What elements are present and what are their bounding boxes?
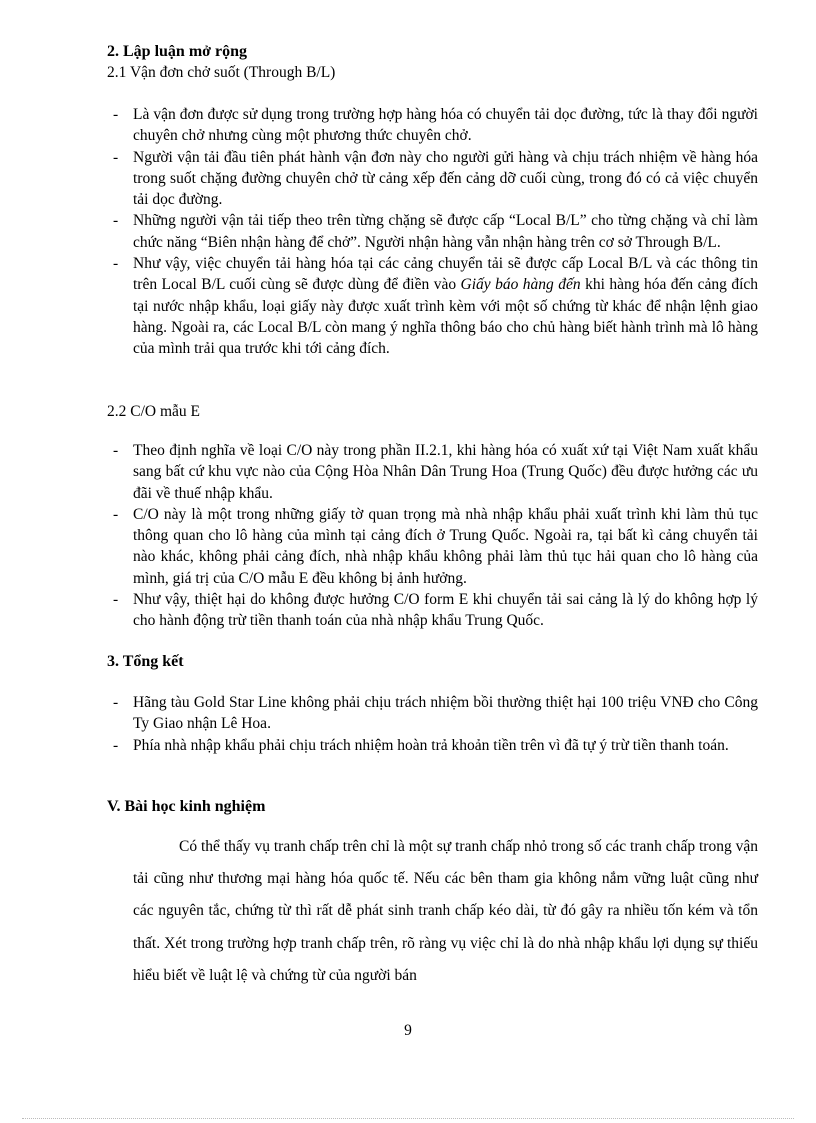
lessons-paragraph: Có thể thấy vụ tranh chấp trên chỉ là một sự tranh chấp nhỏ trong số các tranh chấp trong vận tải cũng như thương mại hàng hóa quốc tế. Nếu các bên tham gia không nắm vững luật cũng như các nguyên tắc, chứng từ thì rất dễ phát sinh tranh chấp kéo dài, từ đó gây ra nhiều tốn kém và tổn thất. Xét trong trường hợp tranh chấp trên, rõ ràng vụ việc chỉ là do nhà nhập khẩu lợi dụng sự thiếu hiểu biết về luật lệ và chứng từ của người bán: [133, 838, 758, 984]
co-form-e-list: [113, 440, 758, 632]
list-item: - Người vận tải đầu tiên phát hành vận đơn này cho người gửi hàng và chịu trách nhiệm về hàng hóa trong suốt chặng đường chuyên chở từ cảng xếp đến cảng dỡ cuối cùng, trong đó có cả việc chuyển tải dọc đường.: [113, 147, 758, 211]
list-item-text: Như vậy, việc chuyển tải hàng hóa tại các cảng chuyển tải sẽ được cấp Local B/L và các thông tin trên Local B/L cuối cùng sẽ được dùng để điền vào: [133, 255, 758, 294]
page-bottom-divider: [22, 1118, 794, 1119]
list-item: - Phía nhà nhập khẩu phải chịu trách nhiệm hoàn trả khoản tiền trên vì đã tự ý trừ tiền thanh toán.: [113, 735, 758, 756]
list-item: - Những người vận tải tiếp theo trên từng chặng sẽ được cấp “Local B/L” cho từng chặng và chỉ làm chức năng “Biên nhận hàng để chở”. Người nhận hàng vẫn nhận hàng trên cơ sở Through B/L.: [113, 210, 758, 253]
list-item: - Như vậy, thiệt hại do không được hưởng C/O form E khi chuyển tải sai cảng là lý do không hợp lý cho hành động trừ tiền thanh toán của nhà nhập khẩu Trung Quốc.: [113, 589, 758, 632]
list-item: [113, 253, 758, 359]
list-item: - Theo định nghĩa về loại C/O này trong phần II.2.1, khi hàng hóa có xuất xứ tại Việt Nam xuất khẩu sang bất cứ khu vực nào của Cộng Hòa Nhân Dân Trung Hoa (Trung Quốc) đều được hưởng các ưu đãi về thuế nhập khẩu.: [113, 440, 758, 504]
list-item: - Hãng tàu Gold Star Line không phải chịu trách nhiệm bồi thường thiệt hại 100 triệu VNĐ cho Công Ty Giao nhận Lê Hoa.: [113, 692, 758, 735]
list-item: - C/O này là một trong những giấy tờ quan trọng mà nhà nhập khẩu phải xuất trình khi làm thủ tục thông quan cho lô hàng của mình tại cảng đích ở Trung Quốc. Ngoài ra, tại bất kì cảng chuyển tải nào khác, không phải cảng đích, nhà nhập khẩu không phải làm thủ tục hải quan cho lô hàng của mình, giá trị của C/O mẫu E đều không bị ảnh hưởng.: [113, 504, 758, 589]
subsection-2-1-title: 2.1 Vận đơn chở suốt (Through B/L): [107, 64, 336, 81]
section-v-heading: V. Bài học kinh nghiệm: [107, 798, 266, 815]
italic-term: Giấy báo hàng đến: [460, 276, 581, 294]
list-item-text: khi hàng hóa đến cảng đích tại nước nhập khẩu, loại giấy này được xuất trình kèm với một số chứng từ khác để nhận lệnh giao hàng. Ngoài ra, các Local B/L còn mang ý nghĩa thông báo cho chủ hàng biết hành trình mà lô hàng của mình trải qua trước khi tới cảng đích.: [133, 276, 759, 358]
page-number: 9: [404, 1022, 412, 1039]
list-item: - Là vận đơn được sử dụng trong trường hợp hàng hóa có chuyển tải dọc đường, tức là thay đổi người chuyên chở nhưng cùng một phương thức chuyên chở.: [113, 104, 758, 147]
summary-list: [113, 692, 758, 756]
through-bl-list: [113, 104, 758, 360]
section-2-heading: 2. Lập luận mở rộng: [107, 43, 247, 60]
subsection-2-2-title: 2.2 C/O mẫu E: [107, 403, 200, 420]
section-3-heading: 3. Tổng kết: [107, 653, 184, 670]
